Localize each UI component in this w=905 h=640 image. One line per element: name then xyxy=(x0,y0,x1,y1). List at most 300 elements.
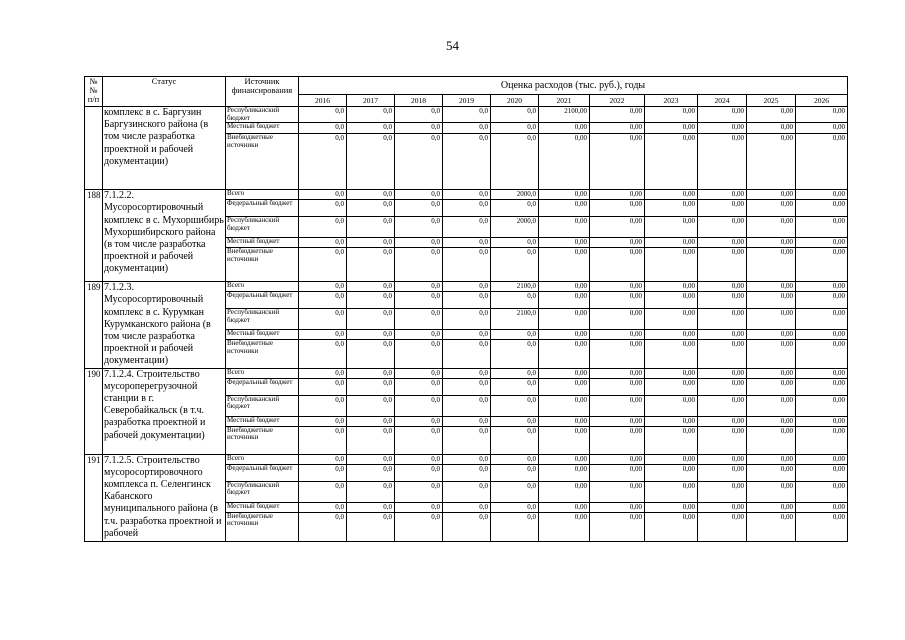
value-cell: 0,00 xyxy=(796,107,848,123)
value-cell: 0,00 xyxy=(645,123,698,134)
value-cell: 0,00 xyxy=(590,248,645,282)
value-cell: 0,00 xyxy=(645,200,698,217)
status-cell: 7.1.2.3. Мусоросортировочный комплекс в с. Курумкан Курумканского района (в том числе разработка проектной и рабочей документации) xyxy=(103,282,226,368)
value-cell: 0,00 xyxy=(590,200,645,217)
value-cell: 0,00 xyxy=(747,190,796,200)
value-cell: 0,0 xyxy=(443,481,491,502)
source-header: Источник финансирования xyxy=(226,77,299,107)
value-cell: 0,0 xyxy=(395,378,443,395)
row-number: 188 xyxy=(85,190,103,282)
value-cell: 0,00 xyxy=(747,217,796,238)
funding-source-cell: Внебюджетные источники xyxy=(226,426,299,454)
value-cell: 0,0 xyxy=(491,454,539,464)
value-cell: 0,00 xyxy=(747,512,796,541)
value-cell: 0,00 xyxy=(796,238,848,248)
value-cell: 0,00 xyxy=(698,330,747,340)
value-cell: 0,00 xyxy=(796,330,848,340)
value-cell: 0,00 xyxy=(645,464,698,481)
value-cell: 0,0 xyxy=(347,426,395,454)
budget-table xyxy=(84,76,848,542)
value-cell: 0,00 xyxy=(796,395,848,416)
value-cell: 0,00 xyxy=(645,378,698,395)
value-cell: 0,0 xyxy=(491,502,539,512)
value-cell: 0,0 xyxy=(395,464,443,481)
value-cell: 0,0 xyxy=(299,107,347,123)
value-cell: 0,00 xyxy=(645,502,698,512)
value-cell: 0,0 xyxy=(491,134,539,190)
value-cell: 0,00 xyxy=(747,134,796,190)
value-cell: 0,0 xyxy=(443,395,491,416)
value-cell: 0,0 xyxy=(443,416,491,426)
value-cell: 0,00 xyxy=(590,378,645,395)
year-header: 2019 xyxy=(443,95,491,107)
value-cell: 0,0 xyxy=(395,292,443,309)
value-cell: 0,0 xyxy=(395,395,443,416)
value-cell: 0,0 xyxy=(299,340,347,368)
value-cell: 0,00 xyxy=(645,481,698,502)
value-cell: 0,00 xyxy=(590,416,645,426)
value-cell: 0,0 xyxy=(443,107,491,123)
value-cell: 0,0 xyxy=(491,248,539,282)
value-cell: 0,00 xyxy=(590,368,645,378)
value-cell: 0,00 xyxy=(539,481,590,502)
value-cell: 0,00 xyxy=(645,454,698,464)
value-cell: 0,00 xyxy=(645,282,698,292)
value-cell: 0,0 xyxy=(347,502,395,512)
status-cell: 7.1.2.4. Строительство мусороперегрузочной станции в г. Северобайкальск (в т.ч. разработка проектной и рабочей документации) xyxy=(103,368,226,454)
value-cell: 0,0 xyxy=(395,340,443,368)
value-cell: 0,00 xyxy=(796,368,848,378)
value-cell: 0,00 xyxy=(645,134,698,190)
value-cell: 0,00 xyxy=(590,282,645,292)
value-cell: 0,0 xyxy=(395,217,443,238)
value-cell: 0,00 xyxy=(590,238,645,248)
value-cell: 0,0 xyxy=(299,134,347,190)
value-cell: 0,00 xyxy=(590,134,645,190)
value-cell: 0,00 xyxy=(747,426,796,454)
value-cell: 0,00 xyxy=(796,340,848,368)
value-cell: 2000,0 xyxy=(491,217,539,238)
value-cell: 0,0 xyxy=(491,512,539,541)
value-cell: 0,00 xyxy=(796,426,848,454)
value-cell: 0,00 xyxy=(698,282,747,292)
value-cell: 0,0 xyxy=(347,340,395,368)
year-header: 2021 xyxy=(539,95,590,107)
status-cell: 7.1.2.2. Мусоросортировочный комплекс в с. Мухоршибирь Мухоршибирского района (в том числе разработка проектной и рабочей документации) xyxy=(103,190,226,282)
value-cell: 0,00 xyxy=(796,481,848,502)
value-cell: 0,00 xyxy=(698,368,747,378)
value-cell: 0,00 xyxy=(698,426,747,454)
value-cell: 0,0 xyxy=(491,481,539,502)
funding-source-cell: Республиканский бюджет xyxy=(226,217,299,238)
value-cell: 0,0 xyxy=(443,248,491,282)
value-cell: 0,00 xyxy=(796,378,848,395)
value-cell: 0,0 xyxy=(347,200,395,217)
value-cell: 0,00 xyxy=(590,217,645,238)
value-cell: 0,0 xyxy=(299,426,347,454)
value-cell: 0,00 xyxy=(796,123,848,134)
value-cell: 0,0 xyxy=(347,368,395,378)
value-cell: 0,0 xyxy=(491,330,539,340)
value-cell: 0,0 xyxy=(395,123,443,134)
value-cell: 0,00 xyxy=(747,123,796,134)
year-header: 2025 xyxy=(747,95,796,107)
value-cell: 0,0 xyxy=(443,502,491,512)
funding-source-cell: Всего xyxy=(226,190,299,200)
value-cell: 0,0 xyxy=(395,368,443,378)
funding-source-cell: Внебюджетные источники xyxy=(226,134,299,190)
value-cell: 0,0 xyxy=(347,292,395,309)
value-cell: 0,00 xyxy=(747,395,796,416)
value-cell: 0,0 xyxy=(299,248,347,282)
value-cell: 0,00 xyxy=(796,282,848,292)
value-cell: 0,00 xyxy=(539,292,590,309)
status-cell: 7.1.2.5. Строительство мусоросортировочного комплекса п. Селенгинск Кабанского муниципального района (в т.ч. разработка проектной и рабочей xyxy=(103,454,226,541)
value-cell: 0,0 xyxy=(395,426,443,454)
value-cell: 0,0 xyxy=(443,464,491,481)
row-number: 190 xyxy=(85,368,103,454)
value-cell: 0,00 xyxy=(747,238,796,248)
value-cell: 0,00 xyxy=(645,368,698,378)
value-cell: 0,0 xyxy=(395,512,443,541)
table-row xyxy=(85,107,848,123)
value-cell: 0,00 xyxy=(698,454,747,464)
value-cell: 0,00 xyxy=(698,416,747,426)
value-cell: 0,00 xyxy=(698,378,747,395)
value-cell: 0,00 xyxy=(539,217,590,238)
value-cell: 2100,0 xyxy=(491,282,539,292)
funding-source-cell: Всего xyxy=(226,454,299,464)
value-cell: 0,0 xyxy=(299,481,347,502)
value-cell: 0,00 xyxy=(590,190,645,200)
funding-source-cell: Внебюджетные источники xyxy=(226,340,299,368)
value-cell: 0,00 xyxy=(645,340,698,368)
value-cell: 0,00 xyxy=(539,368,590,378)
year-header: 2024 xyxy=(698,95,747,107)
value-cell: 0,0 xyxy=(491,107,539,123)
year-header: 2020 xyxy=(491,95,539,107)
value-cell: 0,0 xyxy=(491,200,539,217)
value-cell: 0,0 xyxy=(491,395,539,416)
value-cell: 0,00 xyxy=(698,248,747,282)
value-cell: 0,00 xyxy=(645,217,698,238)
value-cell: 0,0 xyxy=(299,217,347,238)
value-cell: 0,0 xyxy=(491,426,539,454)
value-cell: 0,00 xyxy=(645,238,698,248)
value-cell: 0,00 xyxy=(747,416,796,426)
value-cell: 0,00 xyxy=(645,309,698,330)
value-cell: 0,00 xyxy=(645,107,698,123)
value-cell: 0,00 xyxy=(645,248,698,282)
value-cell: 0,0 xyxy=(395,190,443,200)
value-cell: 0,0 xyxy=(299,416,347,426)
num-header: № № п/п xyxy=(85,77,103,107)
value-cell: 0,00 xyxy=(645,512,698,541)
value-cell: 0,0 xyxy=(395,454,443,464)
value-cell: 0,00 xyxy=(698,464,747,481)
status-cell: комплекс в с. Баргузин Баргузинского района (в том числе разработка проектной и рабочей документации) xyxy=(103,107,226,190)
value-cell: 0,0 xyxy=(443,134,491,190)
value-cell: 0,00 xyxy=(796,454,848,464)
value-cell: 0,0 xyxy=(347,378,395,395)
value-cell: 0,0 xyxy=(347,248,395,282)
value-cell: 0,0 xyxy=(347,123,395,134)
value-cell: 0,00 xyxy=(590,481,645,502)
value-cell: 0,00 xyxy=(698,123,747,134)
year-header: 2022 xyxy=(590,95,645,107)
value-cell: 0,00 xyxy=(747,502,796,512)
funding-source-cell: Всего xyxy=(226,282,299,292)
value-cell: 0,0 xyxy=(299,200,347,217)
value-cell: 0,00 xyxy=(796,134,848,190)
value-cell: 0,00 xyxy=(747,282,796,292)
value-cell: 0,0 xyxy=(395,248,443,282)
value-cell: 0,0 xyxy=(347,309,395,330)
value-cell: 0,00 xyxy=(590,123,645,134)
value-cell: 0,0 xyxy=(491,368,539,378)
value-cell: 0,0 xyxy=(443,454,491,464)
year-header: 2026 xyxy=(796,95,848,107)
value-cell: 0,00 xyxy=(796,416,848,426)
value-cell: 0,00 xyxy=(747,481,796,502)
table-row xyxy=(85,282,848,292)
funding-source-cell: Республиканский бюджет xyxy=(226,395,299,416)
value-cell: 0,00 xyxy=(539,190,590,200)
value-cell: 0,0 xyxy=(347,134,395,190)
value-cell: 0,00 xyxy=(796,502,848,512)
table-row xyxy=(85,454,848,464)
funding-source-cell: Федеральный бюджет xyxy=(226,464,299,481)
value-cell: 0,00 xyxy=(698,502,747,512)
value-cell: 0,00 xyxy=(539,238,590,248)
value-cell: 0,0 xyxy=(395,502,443,512)
value-cell: 0,0 xyxy=(299,454,347,464)
value-cell: 0,0 xyxy=(491,238,539,248)
value-cell: 0,0 xyxy=(299,190,347,200)
value-cell: 0,00 xyxy=(698,512,747,541)
funding-source-cell: Внебюджетные источники xyxy=(226,512,299,541)
table-row xyxy=(85,368,848,378)
value-cell: 0,00 xyxy=(747,330,796,340)
value-cell: 0,0 xyxy=(491,292,539,309)
funding-source-cell: Местный бюджет xyxy=(226,238,299,248)
value-cell: 0,00 xyxy=(698,217,747,238)
value-cell: 0,00 xyxy=(645,416,698,426)
funding-source-cell: Федеральный бюджет xyxy=(226,292,299,309)
value-cell: 0,0 xyxy=(299,282,347,292)
year-header: 2016 xyxy=(299,95,347,107)
expenses-header: Оценка расходов (тыс. руб.), годы xyxy=(299,77,848,95)
year-header: 2018 xyxy=(395,95,443,107)
value-cell: 0,0 xyxy=(443,330,491,340)
value-cell: 0,0 xyxy=(299,464,347,481)
value-cell: 0,0 xyxy=(299,292,347,309)
value-cell: 0,00 xyxy=(590,512,645,541)
value-cell: 0,0 xyxy=(443,190,491,200)
value-cell: 0,0 xyxy=(443,238,491,248)
value-cell: 0,00 xyxy=(747,454,796,464)
value-cell: 0,00 xyxy=(590,309,645,330)
value-cell: 0,0 xyxy=(347,416,395,426)
year-header: 2017 xyxy=(347,95,395,107)
value-cell: 0,0 xyxy=(347,107,395,123)
table-row xyxy=(85,190,848,200)
value-cell: 0,0 xyxy=(347,395,395,416)
value-cell: 0,0 xyxy=(491,123,539,134)
value-cell: 2100,00 xyxy=(539,107,590,123)
value-cell: 0,00 xyxy=(747,309,796,330)
value-cell: 0,00 xyxy=(539,502,590,512)
value-cell: 0,0 xyxy=(299,309,347,330)
value-cell: 0,00 xyxy=(590,464,645,481)
value-cell: 0,0 xyxy=(347,190,395,200)
value-cell: 0,00 xyxy=(645,292,698,309)
funding-source-cell: Местный бюджет xyxy=(226,330,299,340)
value-cell: 0,0 xyxy=(347,282,395,292)
value-cell: 0,00 xyxy=(796,190,848,200)
value-cell: 0,0 xyxy=(443,426,491,454)
value-cell: 0,00 xyxy=(747,340,796,368)
value-cell: 0,00 xyxy=(747,368,796,378)
value-cell: 0,00 xyxy=(796,292,848,309)
value-cell: 0,00 xyxy=(698,395,747,416)
row-number: 189 xyxy=(85,282,103,368)
value-cell: 0,00 xyxy=(539,378,590,395)
value-cell: 0,00 xyxy=(645,426,698,454)
funding-source-cell: Республиканский бюджет xyxy=(226,107,299,123)
value-cell: 0,00 xyxy=(698,190,747,200)
funding-source-cell: Местный бюджет xyxy=(226,123,299,134)
value-cell: 0,0 xyxy=(347,481,395,502)
value-cell: 0,0 xyxy=(299,395,347,416)
funding-source-cell: Всего xyxy=(226,368,299,378)
value-cell: 0,0 xyxy=(443,309,491,330)
value-cell: 0,0 xyxy=(299,512,347,541)
value-cell: 0,0 xyxy=(443,292,491,309)
value-cell: 0,0 xyxy=(491,416,539,426)
value-cell: 0,00 xyxy=(539,123,590,134)
value-cell: 0,00 xyxy=(539,512,590,541)
value-cell: 0,00 xyxy=(590,292,645,309)
value-cell: 0,00 xyxy=(747,200,796,217)
value-cell: 0,00 xyxy=(539,200,590,217)
value-cell: 0,0 xyxy=(347,238,395,248)
value-cell: 0,0 xyxy=(443,512,491,541)
value-cell: 0,0 xyxy=(443,217,491,238)
value-cell: 0,0 xyxy=(395,200,443,217)
value-cell: 0,00 xyxy=(539,309,590,330)
page-number: 54 xyxy=(446,38,459,53)
value-cell: 0,0 xyxy=(347,512,395,541)
funding-source-cell: Местный бюджет xyxy=(226,416,299,426)
row-number xyxy=(85,107,103,190)
value-cell: 0,0 xyxy=(347,464,395,481)
value-cell: 0,0 xyxy=(443,368,491,378)
value-cell: 0,00 xyxy=(645,330,698,340)
value-cell: 0,0 xyxy=(395,309,443,330)
row-number: 191 xyxy=(85,454,103,541)
value-cell: 0,00 xyxy=(796,464,848,481)
value-cell: 0,00 xyxy=(796,512,848,541)
value-cell: 0,00 xyxy=(698,200,747,217)
value-cell: 0,00 xyxy=(539,330,590,340)
value-cell: 0,00 xyxy=(539,248,590,282)
value-cell: 0,0 xyxy=(347,217,395,238)
value-cell: 0,00 xyxy=(747,378,796,395)
value-cell: 0,0 xyxy=(299,378,347,395)
value-cell: 0,0 xyxy=(347,330,395,340)
funding-source-cell: Республиканский бюджет xyxy=(226,481,299,502)
funding-source-cell: Федеральный бюджет xyxy=(226,200,299,217)
value-cell: 0,00 xyxy=(539,454,590,464)
value-cell: 0,00 xyxy=(698,238,747,248)
value-cell: 0,00 xyxy=(796,200,848,217)
value-cell: 0,00 xyxy=(590,340,645,368)
value-cell: 0,00 xyxy=(590,502,645,512)
value-cell: 0,0 xyxy=(395,282,443,292)
value-cell: 0,0 xyxy=(395,416,443,426)
value-cell: 0,0 xyxy=(395,238,443,248)
year-header: 2023 xyxy=(645,95,698,107)
value-cell: 0,0 xyxy=(347,454,395,464)
value-cell: 0,0 xyxy=(299,330,347,340)
value-cell: 0,0 xyxy=(443,282,491,292)
value-cell: 0,00 xyxy=(539,395,590,416)
funding-source-cell: Федеральный бюджет xyxy=(226,378,299,395)
value-cell: 0,0 xyxy=(299,502,347,512)
funding-source-cell: Республиканский бюджет xyxy=(226,309,299,330)
value-cell: 0,00 xyxy=(796,248,848,282)
value-cell: 0,00 xyxy=(539,134,590,190)
value-cell: 0,00 xyxy=(747,464,796,481)
value-cell: 0,0 xyxy=(395,107,443,123)
header-row xyxy=(85,77,848,95)
value-cell: 0,00 xyxy=(796,309,848,330)
value-cell: 0,00 xyxy=(698,309,747,330)
value-cell: 0,0 xyxy=(443,123,491,134)
value-cell: 0,0 xyxy=(491,464,539,481)
value-cell: 0,00 xyxy=(539,282,590,292)
value-cell: 0,0 xyxy=(443,200,491,217)
value-cell: 0,00 xyxy=(539,426,590,454)
value-cell: 0,00 xyxy=(590,395,645,416)
value-cell: 2000,0 xyxy=(491,190,539,200)
value-cell: 0,00 xyxy=(747,248,796,282)
value-cell: 0,0 xyxy=(443,378,491,395)
value-cell: 0,00 xyxy=(698,292,747,309)
value-cell: 0,00 xyxy=(590,330,645,340)
value-cell: 0,00 xyxy=(539,340,590,368)
value-cell: 0,00 xyxy=(539,464,590,481)
value-cell: 0,00 xyxy=(645,190,698,200)
value-cell: 0,0 xyxy=(491,340,539,368)
value-cell: 0,00 xyxy=(747,292,796,309)
value-cell: 0,00 xyxy=(747,107,796,123)
value-cell: 0,00 xyxy=(539,416,590,426)
value-cell: 0,00 xyxy=(796,217,848,238)
value-cell: 0,00 xyxy=(645,395,698,416)
value-cell: 0,00 xyxy=(590,107,645,123)
value-cell: 0,00 xyxy=(698,340,747,368)
value-cell: 0,0 xyxy=(491,378,539,395)
value-cell: 0,00 xyxy=(590,454,645,464)
value-cell: 0,00 xyxy=(698,481,747,502)
value-cell: 0,00 xyxy=(590,426,645,454)
funding-source-cell: Местный бюджет xyxy=(226,502,299,512)
value-cell: 0,0 xyxy=(395,330,443,340)
value-cell: 0,0 xyxy=(299,123,347,134)
value-cell: 0,0 xyxy=(299,368,347,378)
